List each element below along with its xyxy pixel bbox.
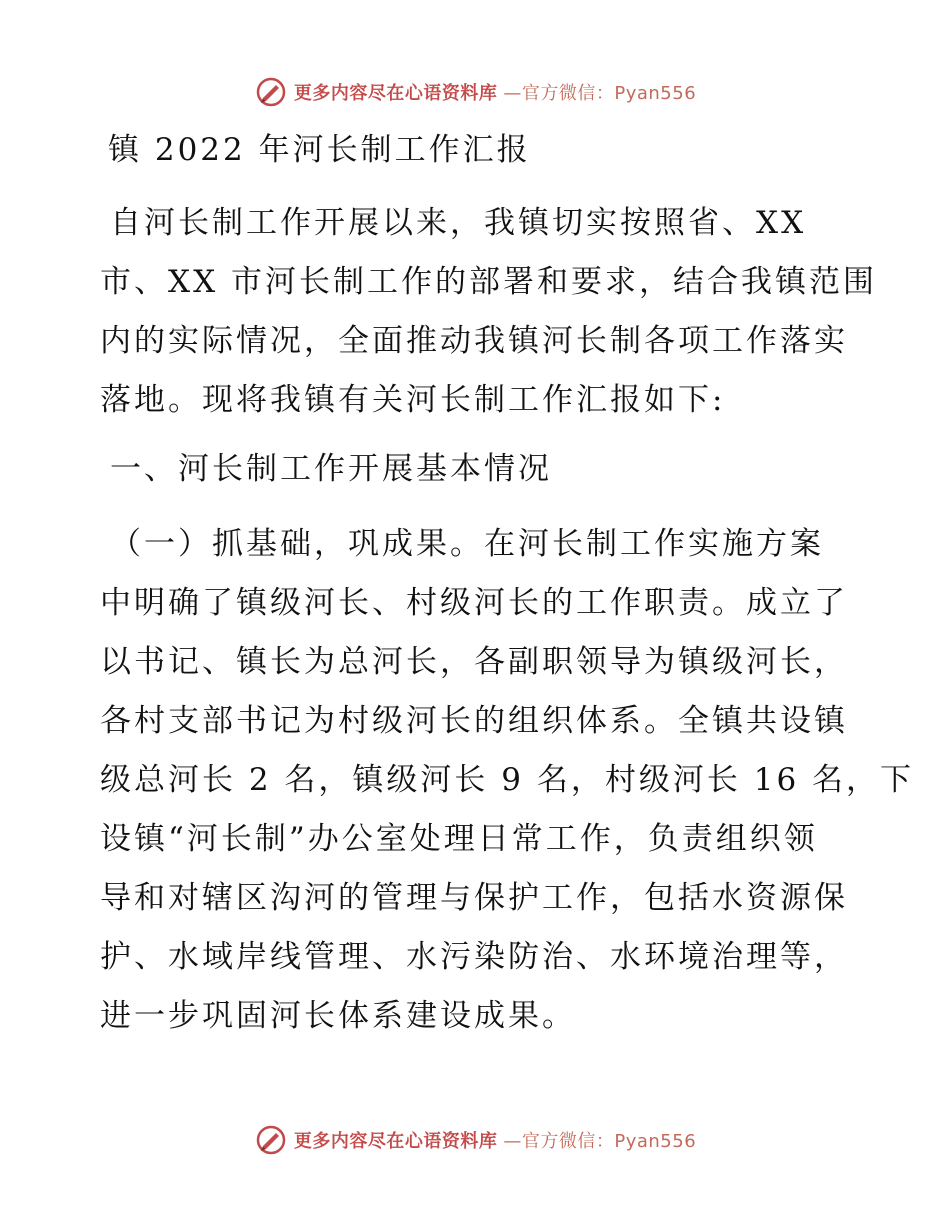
paragraph-line: 设镇“河长制”办公室处理日常工作，负责组织领 [100,821,818,857]
watermark-text: 更多内容尽在心语资料库 [293,1131,498,1152]
paragraph-line: 导和对辖区沟河的管理与保护工作，包括水资源保 [100,880,848,916]
intro-paragraph [100,194,877,430]
section-heading [100,440,860,499]
watermark-text: 更多内容尽在心语资料库 [293,83,498,104]
pen-logo-icon [254,75,288,109]
paragraph-line: 中明确了镇级河长、村级河长的工作职责。成立了 [100,585,848,621]
paragraph-line: 自河长制工作开展以来，我镇切实按照省、XX [110,205,807,241]
watermark-contact: —官方微信：Pyan556 [503,1131,697,1152]
paragraph-line: 护、水域岸线管理、水污染防治、水环境治理等， [100,939,848,975]
paragraph-line: 各村支部书记为村级河长的组织体系。全镇共设镇 [100,703,848,739]
watermark-contact: —官方微信：Pyan556 [503,83,697,104]
paragraph-line: 级总河长 2 名，镇级河长 9 名，村级河长 16 名，下 [100,762,915,798]
section-one-paragraph [100,515,915,1046]
section-heading-text: 一、河长制工作开展基本情况 [110,451,552,487]
paragraph-line: 落地。现将我镇有关河长制工作汇报如下: [100,382,726,418]
paragraph-line: 内的实际情况，全面推动我镇河长制各项工作落实 [100,323,848,359]
watermark-footer [0,1120,950,1160]
watermark-header [0,72,950,112]
paragraph-line: （一）抓基础，巩成果。在河长制工作实施方案 [110,526,824,562]
paragraph-line: 进一步巩固河长体系建设成果。 [100,998,576,1034]
pen-logo-icon [254,1123,288,1157]
paragraph-line: 市、XX 市河长制工作的部署和要求，结合我镇范围 [100,264,877,300]
paragraph-line: 以书记、镇长为总河长，各副职领导为镇级河长， [100,644,848,680]
document-title: 镇 2022 年河长制工作汇报 [108,132,531,168]
